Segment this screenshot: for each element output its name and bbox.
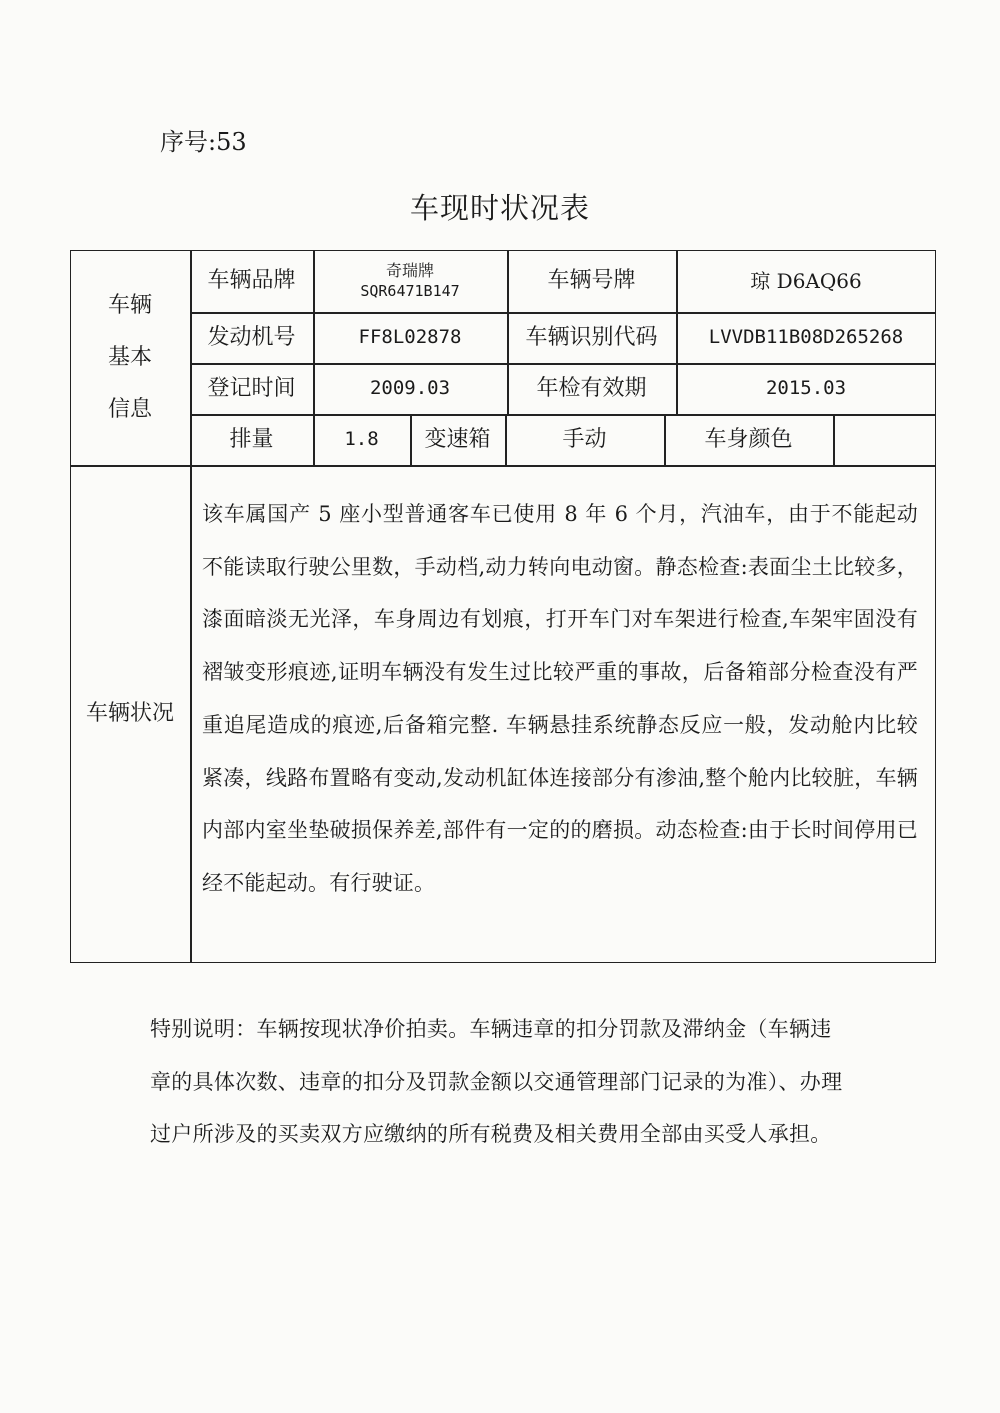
gearbox-label: 变速箱 (424, 426, 491, 452)
condition-label: 车辆状况 (85, 701, 174, 727)
special-note: 特别说明：车辆按现状净价拍卖。车辆违章的扣分罚款及滞纳金（车辆违章的具体次数、违章的扣分及罚款金额以交通管理部门记录的为准）、办理过户所涉及的买卖双方应缴纳的所有税费及相关费用全部由买受人承担。 (150, 1017, 843, 1147)
plate-label: 车辆号牌 (547, 268, 636, 294)
register-value: 2009.03 (369, 376, 451, 399)
engine-label: 发动机号 (207, 324, 296, 350)
group-label-line: 信息 (107, 396, 152, 422)
color-value (833, 414, 936, 465)
color-label: 车身颜色 (704, 426, 793, 452)
gearbox-value: 手动 (562, 426, 607, 452)
inspection-label: 年检有效期 (536, 375, 647, 401)
engine-value: FF8L02878 (358, 325, 462, 348)
vin-label: 车辆识别代码 (525, 324, 658, 350)
inspection-value: 2015.03 (765, 376, 847, 399)
page-title: 车现时状况表 (409, 191, 590, 225)
plate-value: 琼 D6AQ66 (750, 268, 862, 293)
group-label-line: 车辆 (107, 292, 152, 318)
brand-value (313, 250, 507, 312)
basic-info-group-label (70, 250, 190, 465)
brand-model: SQR6471B147 (360, 281, 460, 300)
brand-label: 车辆品牌 (207, 268, 296, 294)
condition-description: 该车属国产 5 座小型普通客车已使用 8 年 6 个月，汽油车，由于不能起动不能读取行驶公里数，手动档,动力转向电动窗。静态检查:表面尘土比较多，漆面暗淡无光泽，车身周边有划痕，打开车门对车架进行检查,车架牢固没有褶皱变形痕迹,证明车辆没有发生过比较严重的事故，后备箱部分检查没有严重追尾造成的痕迹,后备箱完整. 车辆悬挂系统静态反应一般，发动舱内比较紧凑，线路布置略有变动,发动机缸体连接部分有渗油,整个舱内比较脏，车辆内部内室坐垫破损保养差,部件有一定的的磨损。动态检查:由于长时间停用已经不能起动。有行驶证。 (202, 502, 918, 895)
vin-value: LVVDB11B08D265268 (708, 325, 904, 348)
serial-number: 序号:53 (160, 128, 247, 156)
brand-name: 奇瑞牌 (385, 260, 434, 280)
table-divider (70, 465, 936, 467)
register-label: 登记时间 (207, 375, 296, 401)
displacement-value: 1.8 (344, 427, 379, 450)
displacement-label: 排量 (229, 426, 274, 452)
group-label-line: 基本 (107, 344, 152, 370)
